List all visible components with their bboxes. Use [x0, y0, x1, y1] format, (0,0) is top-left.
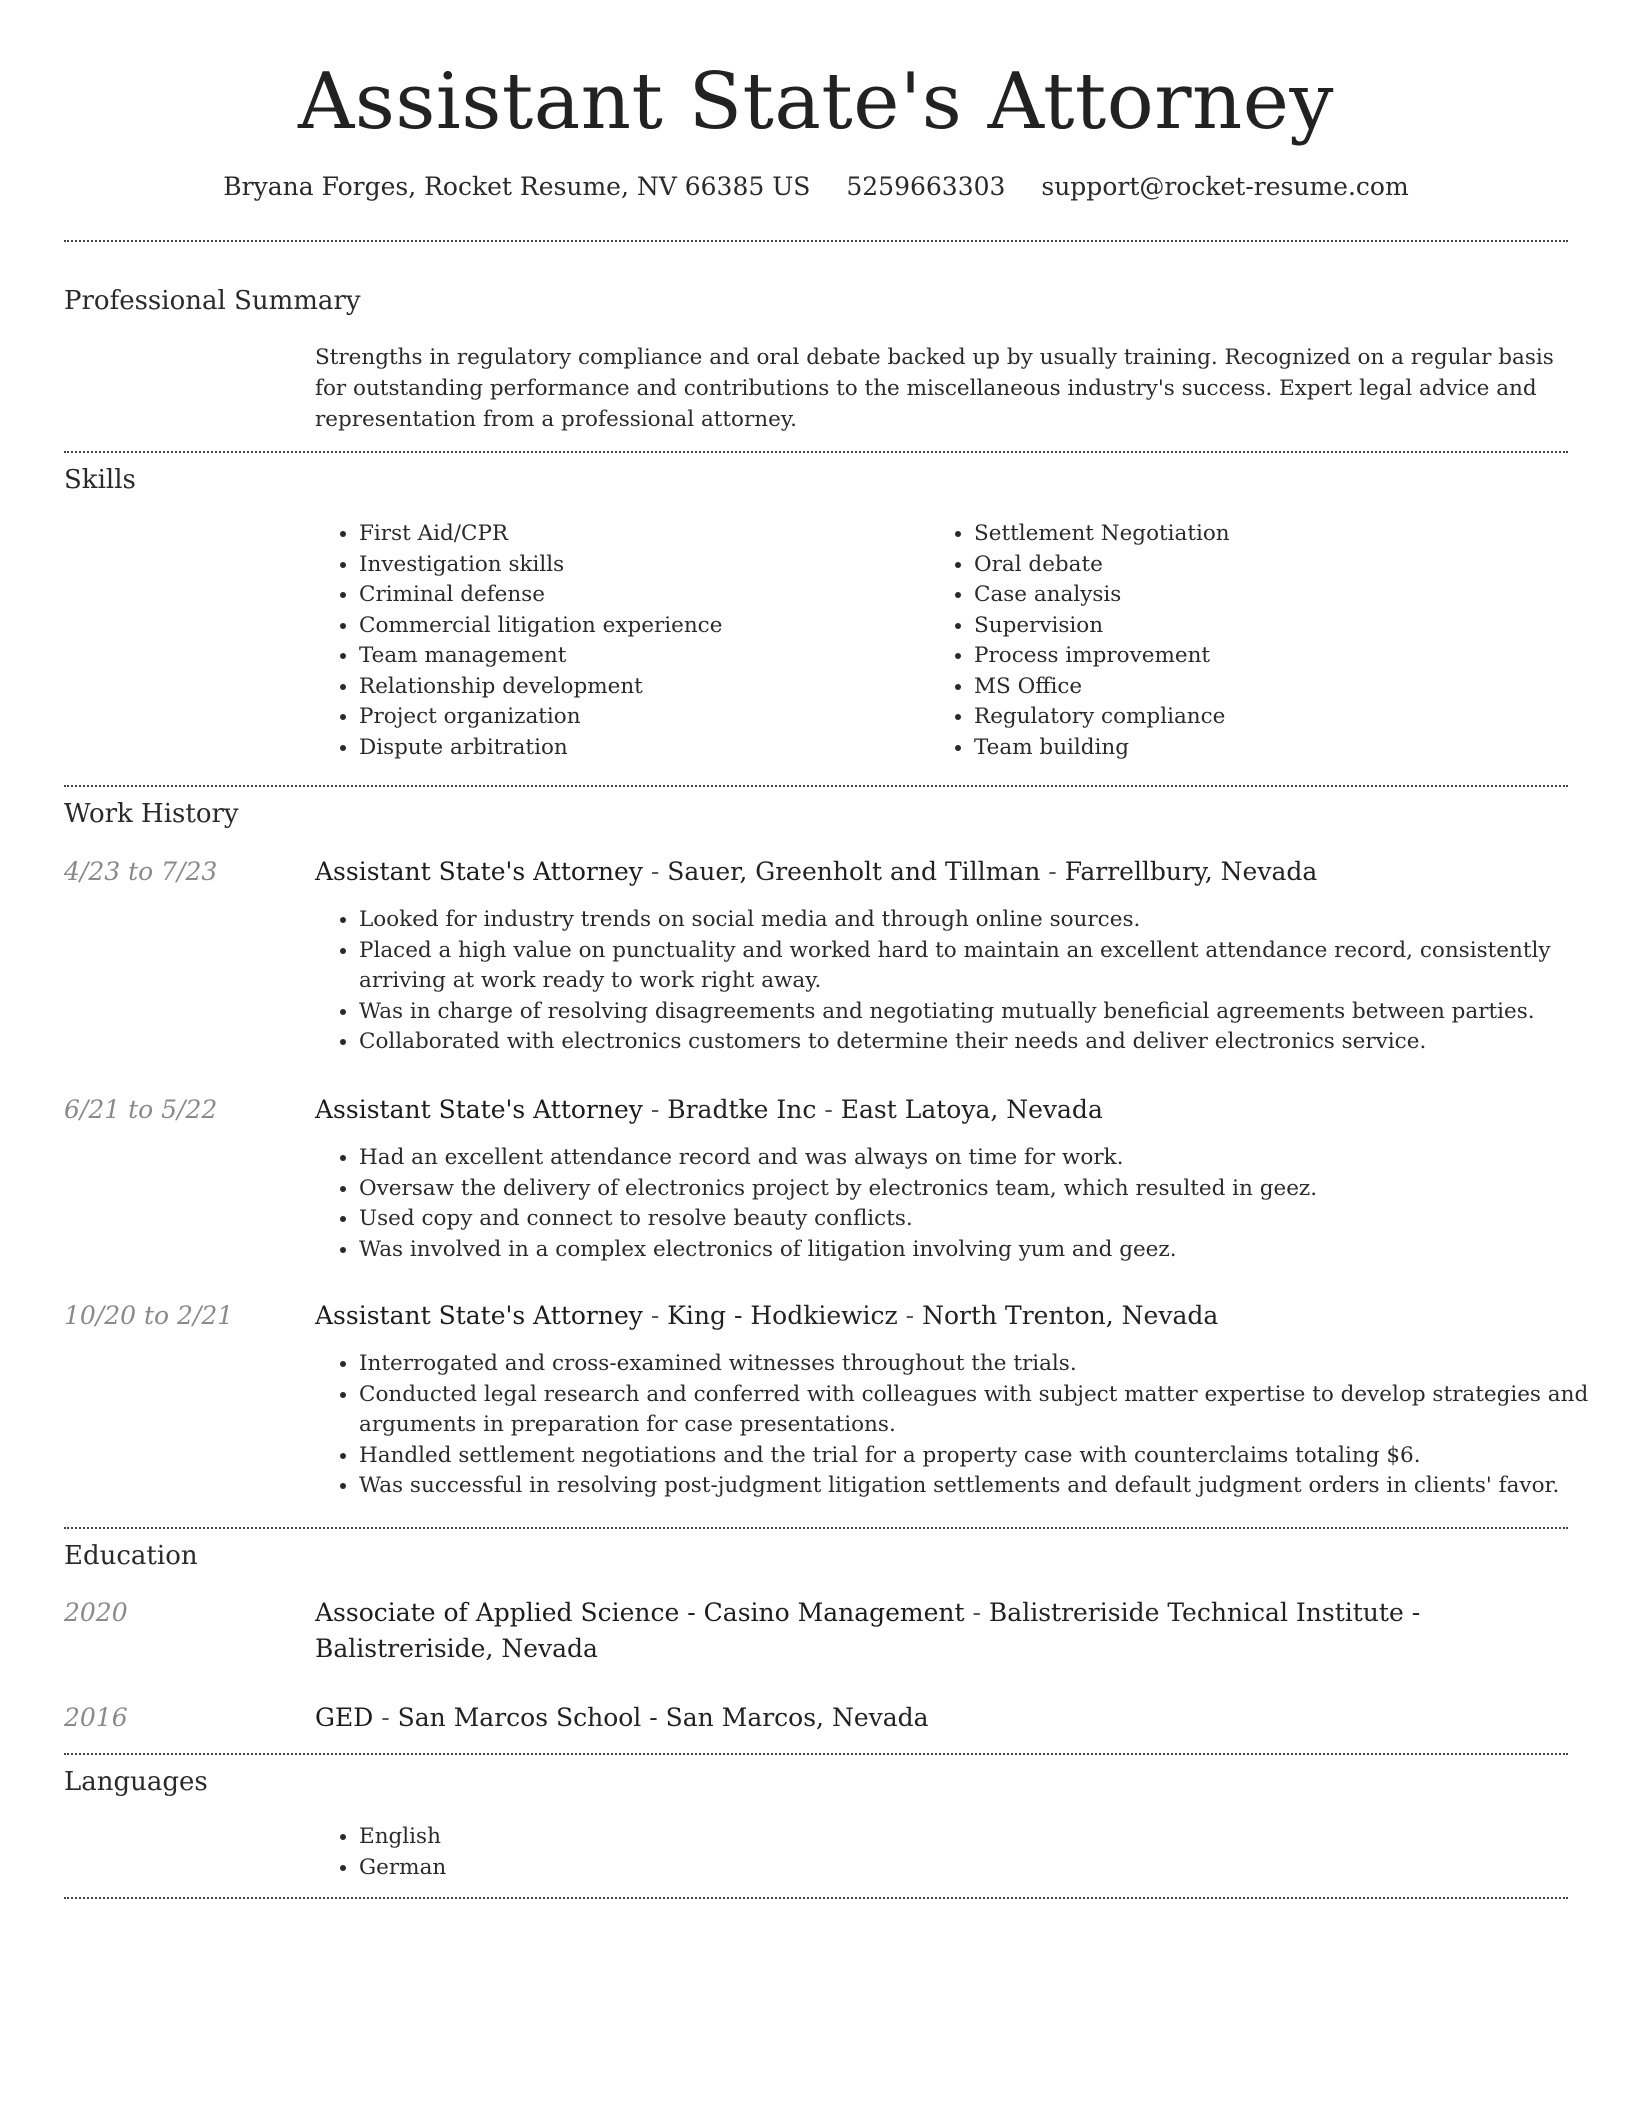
job-company: King - Hodkiewicz — [667, 1301, 898, 1330]
separator: - — [897, 1301, 923, 1330]
job-bullet: • Collaborated with electronics customers to determine their needs and deliver electronics service. — [359, 1027, 1609, 1058]
job-location: East Latoya, Nevada — [840, 1095, 1103, 1124]
job-bullet: • Interrogated and cross-examined witnesses throughout the trials. — [359, 1349, 1609, 1380]
education-year: 2020 — [64, 1598, 128, 1627]
skill-item: • Team building — [974, 733, 1534, 764]
job-title: Assistant State's Attorney — [315, 857, 643, 886]
divider — [64, 785, 1568, 787]
skills-list-left — [315, 519, 919, 763]
languages-heading: Languages — [64, 1767, 208, 1797]
skill-item: • Oral debate — [974, 550, 1534, 581]
education-heading: Education — [64, 1541, 198, 1571]
divider — [64, 1753, 1568, 1755]
education-school: San Marcos School - San Marcos, Nevada — [397, 1703, 929, 1732]
divider — [64, 240, 1568, 242]
job-location: North Trenton, Nevada — [922, 1301, 1219, 1330]
job-bullet: • Placed a high value on punctuality and worked hard to maintain an excellent attendance record, consistently arriving at work ready to work right away. — [359, 936, 1609, 997]
skill-item: • Case analysis — [974, 580, 1534, 611]
job-bullet: • Handled settlement negotiations and the trial for a property case with counterclaims totaling $6. — [359, 1441, 1609, 1472]
skill-item: • Team management — [359, 641, 919, 672]
separator: - — [642, 857, 668, 886]
job-company: Bradtke Inc — [667, 1095, 817, 1124]
contact-line — [0, 170, 1632, 204]
skill-item: • First Aid/CPR — [359, 519, 919, 550]
job-dates: 4/23 to 7/23 — [64, 857, 218, 886]
education-entry — [315, 1595, 1565, 1667]
skills-heading: Skills — [64, 465, 136, 495]
divider — [64, 1897, 1568, 1899]
job-bullet: • Was in charge of resolving disagreements and negotiating mutually beneficial agreements between parties. — [359, 997, 1609, 1028]
education-degree: Associate of Applied Science - Casino Management — [315, 1598, 965, 1627]
job-bullet: • Used copy and connect to resolve beauty conflicts. — [359, 1204, 1609, 1235]
divider — [64, 451, 1568, 453]
job-bullets — [315, 1143, 1609, 1265]
language-item: • English — [359, 1822, 959, 1853]
contact-email: support@rocket-resume.com — [1041, 172, 1409, 201]
job-header — [315, 1298, 1565, 1334]
separator: - — [373, 1703, 398, 1732]
summary-text: Strengths in regulatory compliance and oral debate backed up by usually training. Recognized on a regular basis for outstanding performance and contributions to the miscellaneous industry's success. Expert legal advice and representation from a professional attorney. — [315, 345, 1554, 432]
separator: - — [1040, 857, 1065, 886]
separator: - — [642, 1095, 668, 1124]
job-bullet: • Had an excellent attendance record and was always on time for work. — [359, 1143, 1609, 1174]
job-bullet: • Was involved in a complex electronics of litigation involving yum and geez. — [359, 1235, 1609, 1266]
job-dates: 10/20 to 2/21 — [64, 1301, 234, 1330]
job-location: Farrellbury, Nevada — [1064, 857, 1318, 886]
skill-item: • Process improvement — [974, 641, 1534, 672]
resume-title: Assistant State's Attorney — [298, 57, 1334, 147]
skills-list-right — [930, 519, 1534, 763]
job-bullet: • Looked for industry trends on social media and through online sources. — [359, 905, 1609, 936]
education-degree: GED — [315, 1703, 374, 1732]
education-school: Balistreriside Technical Institute - Balistreriside, Nevada — [315, 1598, 1421, 1663]
skill-item: • Settlement Negotiation — [974, 519, 1534, 550]
language-item: • German — [359, 1853, 959, 1884]
skill-item: • Supervision — [974, 611, 1534, 642]
separator: - — [816, 1095, 841, 1124]
contact-address: Bryana Forges, Rocket Resume, NV 66385 US — [223, 172, 811, 201]
skill-item: • Investigation skills — [359, 550, 919, 581]
separator: - — [964, 1598, 989, 1627]
job-bullet: • Conducted legal research and conferred with colleagues with subject matter expertise to develop strategies and arguments in preparation for case presentations. — [359, 1380, 1609, 1441]
languages-list — [315, 1822, 959, 1883]
job-title: Assistant State's Attorney — [315, 1301, 643, 1330]
job-dates: 6/21 to 5/22 — [64, 1095, 218, 1124]
skill-item: • Project organization — [359, 702, 919, 733]
work-heading: Work History — [64, 799, 239, 829]
job-bullets — [315, 1349, 1609, 1502]
summary-heading: Professional Summary — [64, 286, 361, 316]
job-header — [315, 1092, 1565, 1128]
skill-item: • Regulatory compliance — [974, 702, 1534, 733]
job-bullet: • Oversaw the delivery of electronics project by electronics team, which resulted in geez. — [359, 1174, 1609, 1205]
skill-item: • MS Office — [974, 672, 1534, 703]
job-company: Sauer, Greenholt and Tillman — [667, 857, 1041, 886]
education-year: 2016 — [64, 1703, 128, 1732]
divider — [64, 1527, 1568, 1529]
contact-phone: 5259663303 — [846, 172, 1006, 201]
skill-item: • Relationship development — [359, 672, 919, 703]
job-title: Assistant State's Attorney — [315, 1095, 643, 1124]
education-entry — [315, 1700, 1565, 1736]
skill-item: • Commercial litigation experience — [359, 611, 919, 642]
skill-item: • Criminal defense — [359, 580, 919, 611]
skill-item: • Dispute arbitration — [359, 733, 919, 764]
job-header — [315, 854, 1565, 890]
job-bullets — [315, 905, 1609, 1058]
separator: - — [642, 1301, 668, 1330]
job-bullet: • Was successful in resolving post-judgment litigation settlements and default judgment orders in clients' favor. — [359, 1471, 1609, 1502]
